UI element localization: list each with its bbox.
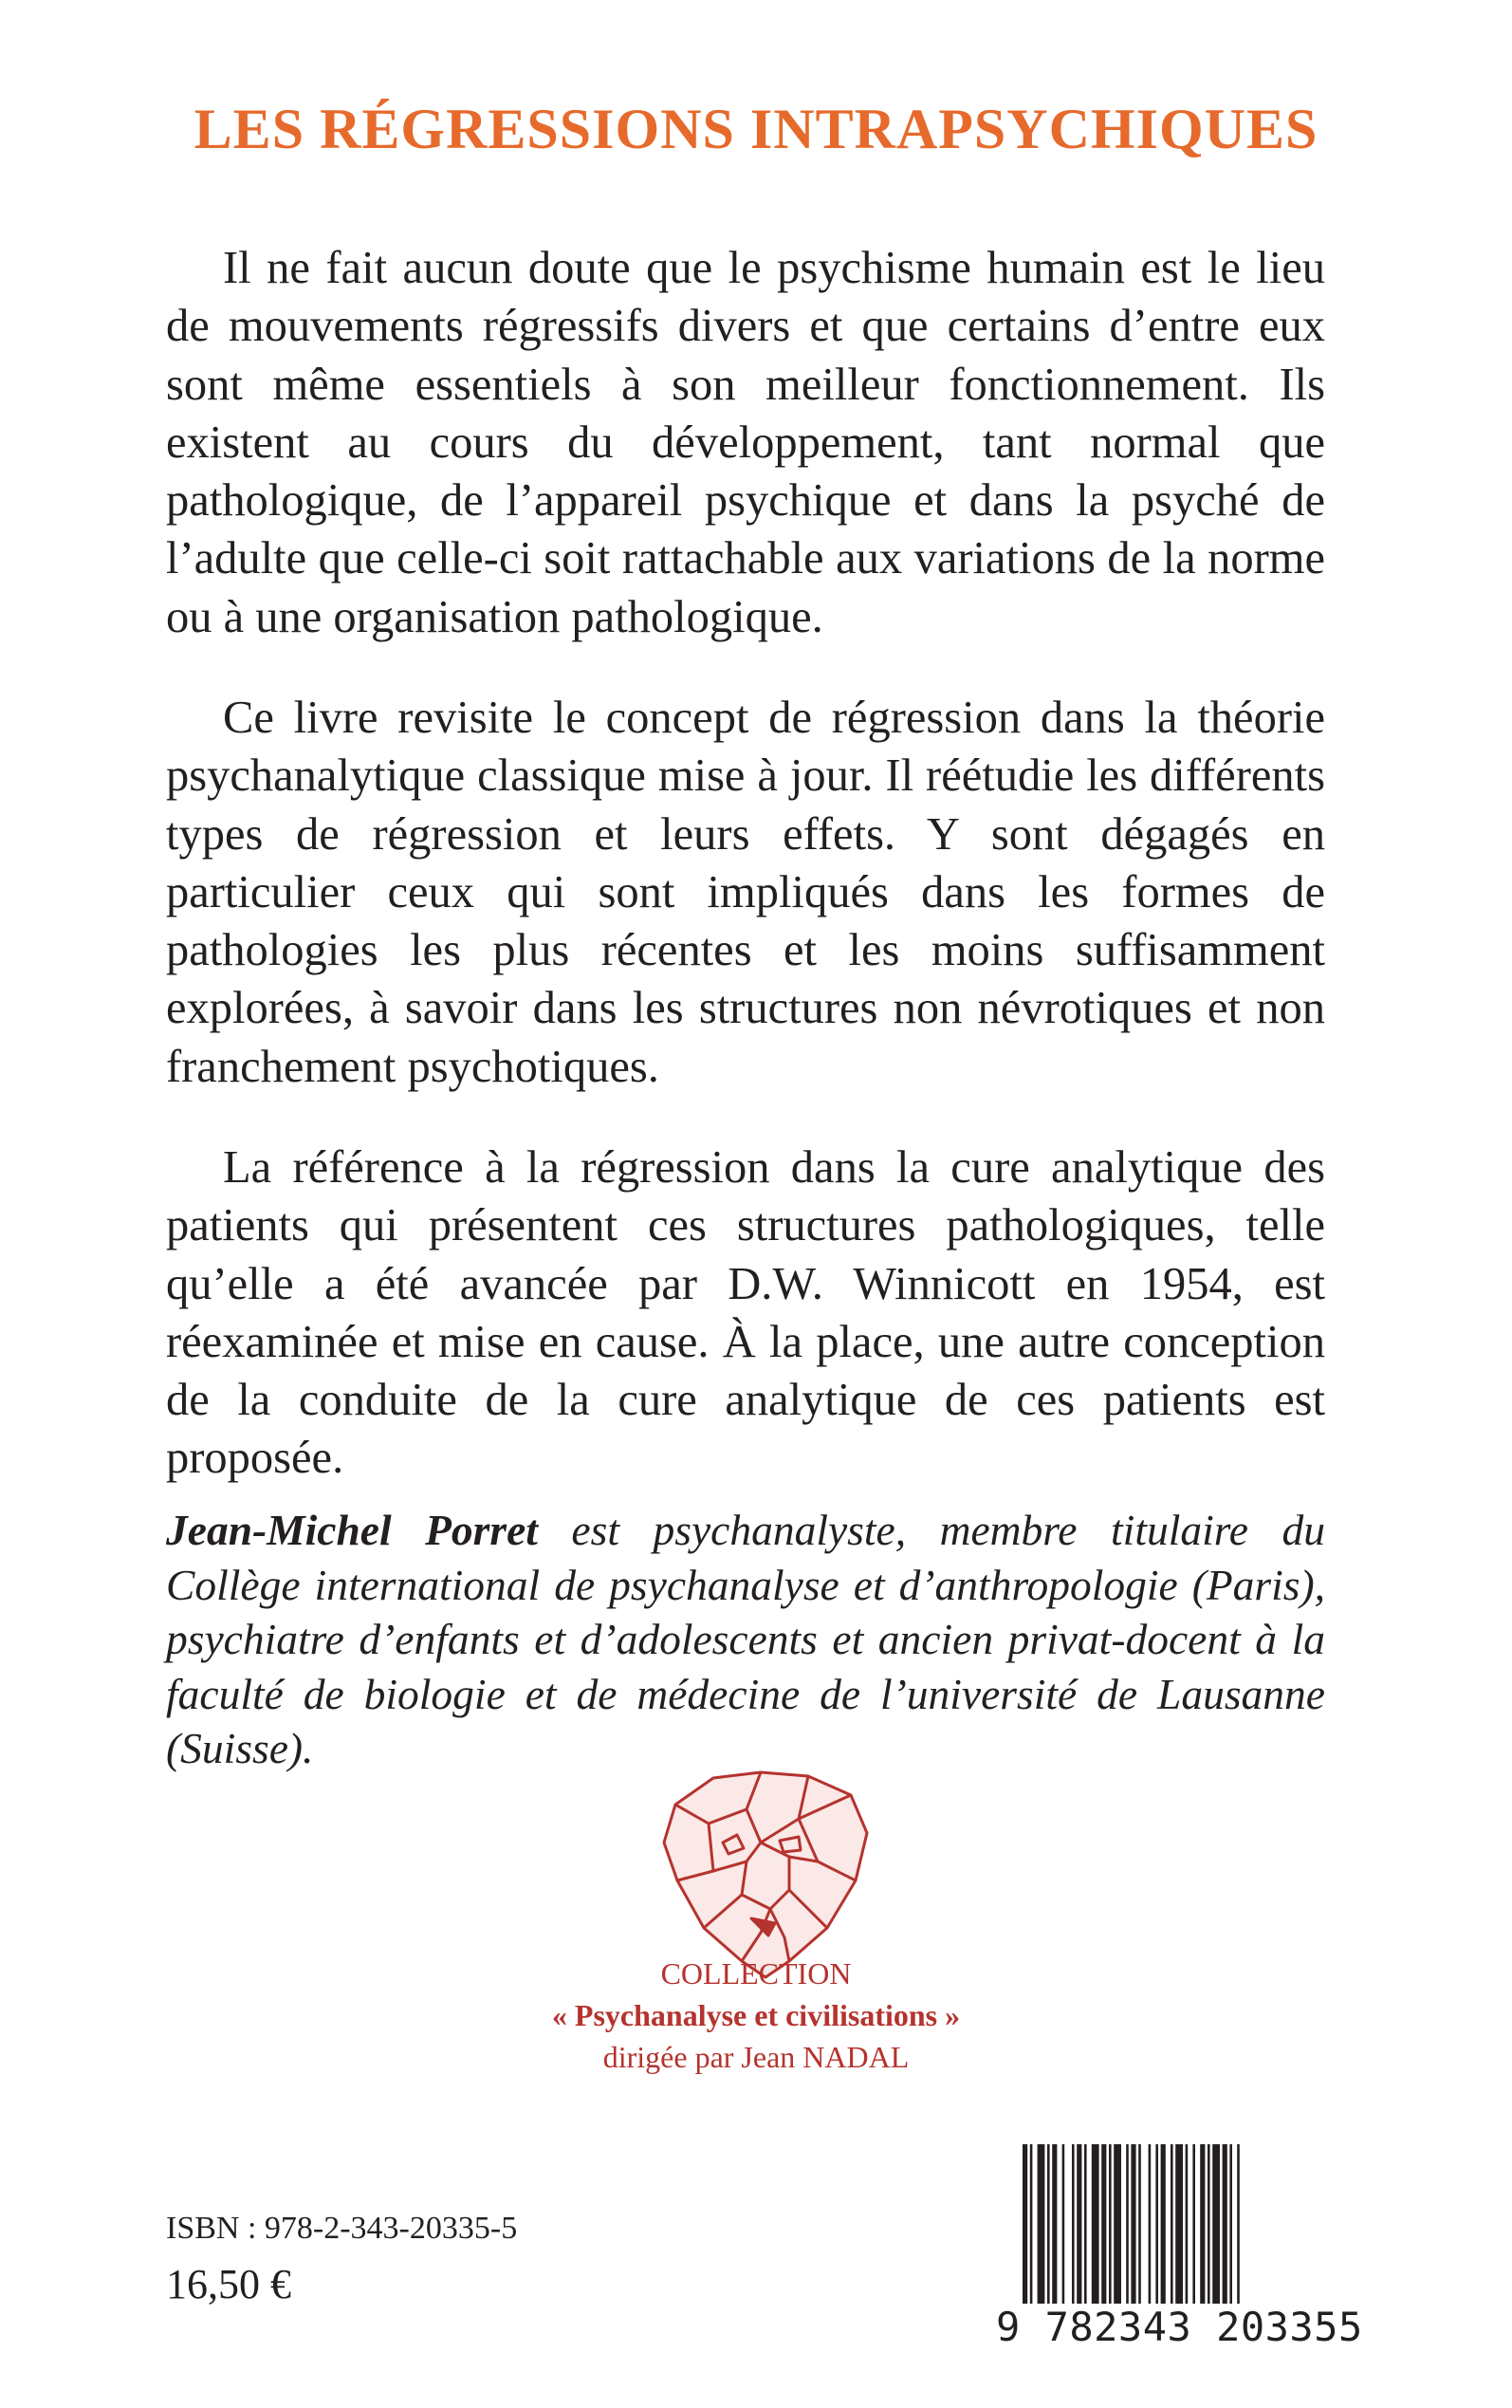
isbn: ISBN : 978-2-343-20335-5 [166, 2211, 518, 2246]
description-paragraph-3: La référence à la régression dans la cure analytique des patients qui présentent ces structures pathologiques, telle qu’elle a été avancée par D.W. Winnicott en 1954, est réexaminée et mise en cause. À la place, une autre conception de la conduite de la cure analytique de ces patients est proposée. [166, 1142, 1325, 1484]
book-title: LES RÉGRESSIONS INTRAPSYCHIQUES [194, 98, 1318, 160]
barcode-digits: 9 782343 203355 [996, 2304, 1363, 2350]
author-name: Jean-Michel Porret [166, 1506, 538, 1554]
collection-director: dirigée par Jean NADAL [602, 2040, 910, 2074]
author-bio [166, 1503, 1325, 1776]
collection-label: COLLECTION [660, 1956, 852, 1991]
collection-name: « Psychanalyse et civilisations » [551, 1998, 961, 2032]
description-paragraph-2: Ce livre revisite le concept de régression dans la théorie psychanalytique classique mise à jour. Il réétudie les différents types de régression et leurs effets. Y sont dégagés en particulier ceux qui sont impliqués dans les formes de pathologies les plus récentes et les moins suffisamment explorées, à savoir dans les structures non névrotiques et non franchement psychotiques. [166, 693, 1325, 1092]
description-paragraph-1: Il ne fait aucun doute que le psychisme humain est le lieu de mouvements régressifs divers et que certains d’entre eux sont même essentiels à son meilleur fonctionnement. Ils existent au cours du développement, tant normal que pathologique, de l’appareil psychique et dans la psyché de l’adulte que celle-ci soit rattachable aux variations de la norme ou à une organisation pathologique. [166, 243, 1325, 642]
stylized-face-emblem-icon [656, 1767, 875, 1983]
price: 16,50 € [166, 2261, 291, 2307]
author-bio-text: est psychanalyste, membre titulaire du Collège international de psychanalyse et d’anthropologie (Paris), psychiatre d’enfants et d’adolescents et ancien privat-docent à la faculté de biologie et de médecine de l’université de Lausanne (Suisse). [166, 1506, 1325, 1772]
